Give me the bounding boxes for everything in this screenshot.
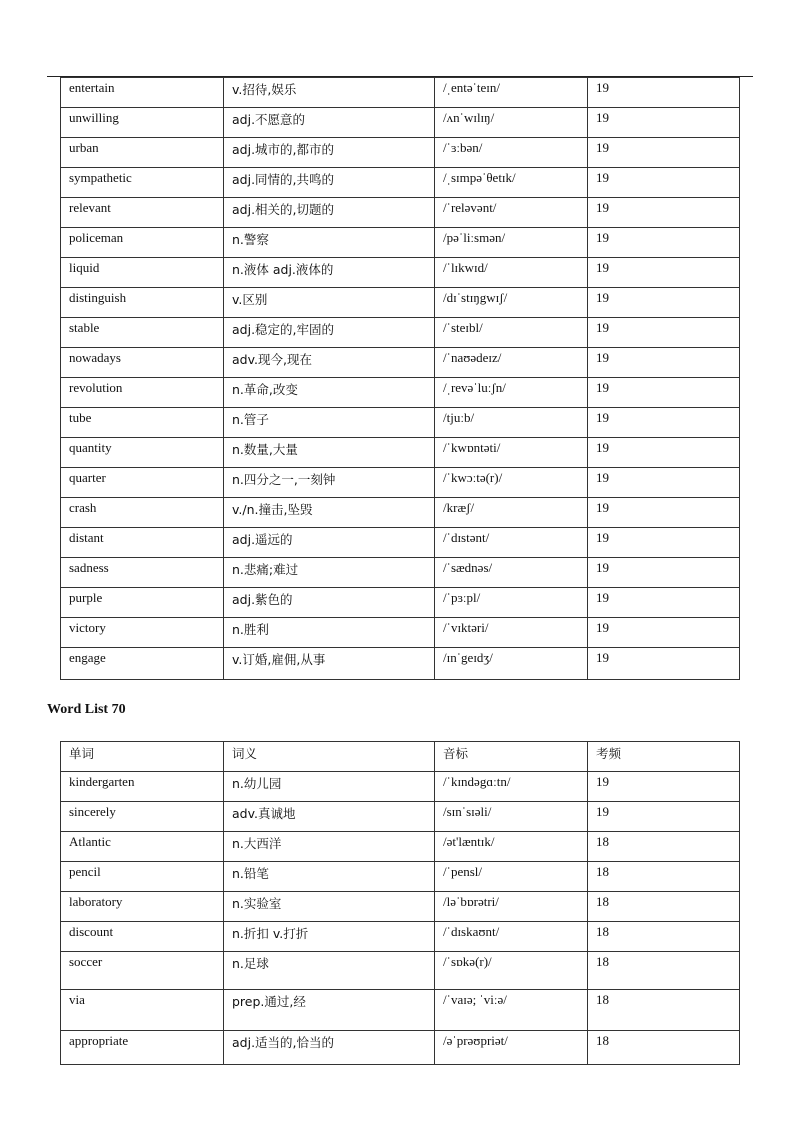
cell-frequency: 19 [588, 78, 740, 108]
table-row [61, 588, 740, 618]
cell-meaning: adj.遥远的 [224, 528, 435, 558]
cell-phonetic: /ˈvɪktəri/ [435, 618, 588, 648]
cell-meaning: v./n.撞击,坠毁 [224, 498, 435, 528]
vocabulary-table-word-list-70 [60, 741, 740, 1065]
cell-meaning: v.招待,娱乐 [224, 78, 435, 108]
cell-meaning: n.数量,大量 [224, 438, 435, 468]
cell-word: victory [61, 618, 224, 648]
header-meaning: 词义 [224, 742, 435, 772]
cell-phonetic: /ˈlɪkwɪd/ [435, 258, 588, 288]
table-row [61, 892, 740, 922]
cell-word: sadness [61, 558, 224, 588]
cell-frequency: 19 [588, 648, 740, 680]
cell-phonetic: /ˈpensl/ [435, 862, 588, 892]
table-row [61, 78, 740, 108]
cell-phonetic: /əˈprəʊpriət/ [435, 1031, 588, 1065]
cell-phonetic: /ˌrevəˈluːʃn/ [435, 378, 588, 408]
cell-phonetic: /ˈsɒkə(r)/ [435, 952, 588, 990]
cell-frequency: 18 [588, 832, 740, 862]
table-row [61, 108, 740, 138]
table-row [61, 258, 740, 288]
cell-word: laboratory [61, 892, 224, 922]
cell-meaning: n.液体 adj.液体的 [224, 258, 435, 288]
cell-word: sympathetic [61, 168, 224, 198]
cell-meaning: n.折扣 v.打折 [224, 922, 435, 952]
cell-frequency: 19 [588, 528, 740, 558]
cell-word: quarter [61, 468, 224, 498]
cell-frequency: 19 [588, 408, 740, 438]
cell-frequency: 19 [588, 498, 740, 528]
cell-word: liquid [61, 258, 224, 288]
table-row [61, 408, 740, 438]
cell-phonetic: /ˈsteɪbl/ [435, 318, 588, 348]
cell-phonetic: /ɪnˈgeɪdʒ/ [435, 648, 588, 680]
cell-frequency: 19 [588, 138, 740, 168]
table-row [61, 802, 740, 832]
vocabulary-table-continued [60, 77, 740, 680]
cell-frequency: 18 [588, 1031, 740, 1065]
table-row [61, 498, 740, 528]
cell-word: entertain [61, 78, 224, 108]
cell-phonetic: /ˈpɜːpl/ [435, 588, 588, 618]
cell-word: purple [61, 588, 224, 618]
header-word: 单词 [61, 742, 224, 772]
cell-word: kindergarten [61, 772, 224, 802]
cell-meaning: adj.城市的,都市的 [224, 138, 435, 168]
cell-word: engage [61, 648, 224, 680]
cell-meaning: n.大西洋 [224, 832, 435, 862]
cell-phonetic: /tjuːb/ [435, 408, 588, 438]
table-row [61, 648, 740, 680]
cell-phonetic: /ət'læntɪk/ [435, 832, 588, 862]
table-row [61, 922, 740, 952]
cell-meaning: n.管子 [224, 408, 435, 438]
cell-meaning: adj.稳定的,牢固的 [224, 318, 435, 348]
table-row [61, 138, 740, 168]
cell-frequency: 19 [588, 588, 740, 618]
cell-phonetic: /ˈkwɔːtə(r)/ [435, 468, 588, 498]
cell-meaning: n.足球 [224, 952, 435, 990]
cell-meaning: adj.紫色的 [224, 588, 435, 618]
cell-word: crash [61, 498, 224, 528]
cell-meaning: v.区别 [224, 288, 435, 318]
cell-word: pencil [61, 862, 224, 892]
table-row [61, 318, 740, 348]
cell-word: Atlantic [61, 832, 224, 862]
table-row [61, 952, 740, 990]
cell-frequency: 18 [588, 862, 740, 892]
cell-word: appropriate [61, 1031, 224, 1065]
table-row [61, 198, 740, 228]
table-row [61, 618, 740, 648]
header-phonetic: 音标 [435, 742, 588, 772]
cell-meaning: adj.不愿意的 [224, 108, 435, 138]
cell-frequency: 19 [588, 198, 740, 228]
cell-word: sincerely [61, 802, 224, 832]
table-row [61, 468, 740, 498]
table-header-row [61, 742, 740, 772]
cell-frequency: 19 [588, 228, 740, 258]
cell-frequency: 19 [588, 348, 740, 378]
cell-frequency: 19 [588, 802, 740, 832]
cell-phonetic: /dɪˈstɪŋgwɪʃ/ [435, 288, 588, 318]
cell-phonetic: /ˈdɪskaʊnt/ [435, 922, 588, 952]
cell-word: distinguish [61, 288, 224, 318]
cell-phonetic: /ˈkɪndəgɑːtn/ [435, 772, 588, 802]
cell-frequency: 19 [588, 108, 740, 138]
cell-word: revolution [61, 378, 224, 408]
cell-word: policeman [61, 228, 224, 258]
cell-meaning: n.幼儿园 [224, 772, 435, 802]
table-row [61, 168, 740, 198]
cell-frequency: 18 [588, 952, 740, 990]
cell-frequency: 18 [588, 922, 740, 952]
cell-word: unwilling [61, 108, 224, 138]
cell-meaning: n.胜利 [224, 618, 435, 648]
cell-word: urban [61, 138, 224, 168]
cell-frequency: 19 [588, 468, 740, 498]
cell-word: tube [61, 408, 224, 438]
table-row [61, 558, 740, 588]
cell-frequency: 19 [588, 438, 740, 468]
cell-meaning: v.订婚,雇佣,从事 [224, 648, 435, 680]
cell-frequency: 19 [588, 378, 740, 408]
cell-frequency: 18 [588, 990, 740, 1031]
cell-word: discount [61, 922, 224, 952]
cell-frequency: 18 [588, 892, 740, 922]
cell-phonetic: /sɪnˈsɪəli/ [435, 802, 588, 832]
cell-phonetic: /ləˈbɒrətri/ [435, 892, 588, 922]
cell-meaning: n.悲痛;难过 [224, 558, 435, 588]
cell-frequency: 19 [588, 258, 740, 288]
cell-meaning: adj.适当的,恰当的 [224, 1031, 435, 1065]
cell-frequency: 19 [588, 288, 740, 318]
cell-meaning: n.实验室 [224, 892, 435, 922]
table-row [61, 228, 740, 258]
cell-word: relevant [61, 198, 224, 228]
cell-phonetic: /ˈnaʊədeɪz/ [435, 348, 588, 378]
cell-frequency: 19 [588, 558, 740, 588]
cell-word: stable [61, 318, 224, 348]
cell-phonetic: /ˈreləvənt/ [435, 198, 588, 228]
cell-phonetic: /ˈkwɒntəti/ [435, 438, 588, 468]
cell-meaning: adv.真诚地 [224, 802, 435, 832]
cell-phonetic: /ˈdɪstənt/ [435, 528, 588, 558]
table-row [61, 528, 740, 558]
word-list-title: Word List 70 [47, 702, 126, 717]
table-row [61, 772, 740, 802]
cell-phonetic: /ʌnˈwɪlɪŋ/ [435, 108, 588, 138]
cell-phonetic: /ˈɜːbən/ [435, 138, 588, 168]
cell-word: quantity [61, 438, 224, 468]
cell-meaning: n.铅笔 [224, 862, 435, 892]
cell-frequency: 19 [588, 318, 740, 348]
cell-phonetic: /ˈsædnəs/ [435, 558, 588, 588]
cell-meaning: adv.现今,现在 [224, 348, 435, 378]
table-row [61, 288, 740, 318]
cell-meaning: adj.同情的,共鸣的 [224, 168, 435, 198]
cell-meaning: adj.相关的,切题的 [224, 198, 435, 228]
cell-phonetic: /ˌentəˈteɪn/ [435, 78, 588, 108]
cell-meaning: n.革命,改变 [224, 378, 435, 408]
table-row [61, 832, 740, 862]
table-row [61, 378, 740, 408]
table-row [61, 862, 740, 892]
table-row [61, 438, 740, 468]
cell-phonetic: /kræʃ/ [435, 498, 588, 528]
cell-meaning: prep.通过,经 [224, 990, 435, 1031]
cell-word: via [61, 990, 224, 1031]
table-row [61, 348, 740, 378]
table-row [61, 1031, 740, 1065]
cell-frequency: 19 [588, 772, 740, 802]
header-frequency: 考频 [588, 742, 740, 772]
table-row [61, 990, 740, 1031]
cell-phonetic: /ˌsɪmpəˈθetɪk/ [435, 168, 588, 198]
cell-phonetic: /ˈvaɪə; ˈviːə/ [435, 990, 588, 1031]
cell-frequency: 19 [588, 168, 740, 198]
cell-meaning: n.四分之一,一刻钟 [224, 468, 435, 498]
cell-meaning: n.警察 [224, 228, 435, 258]
cell-word: nowadays [61, 348, 224, 378]
cell-word: distant [61, 528, 224, 558]
cell-frequency: 19 [588, 618, 740, 648]
cell-phonetic: /pəˈliːsmən/ [435, 228, 588, 258]
cell-word: soccer [61, 952, 224, 990]
